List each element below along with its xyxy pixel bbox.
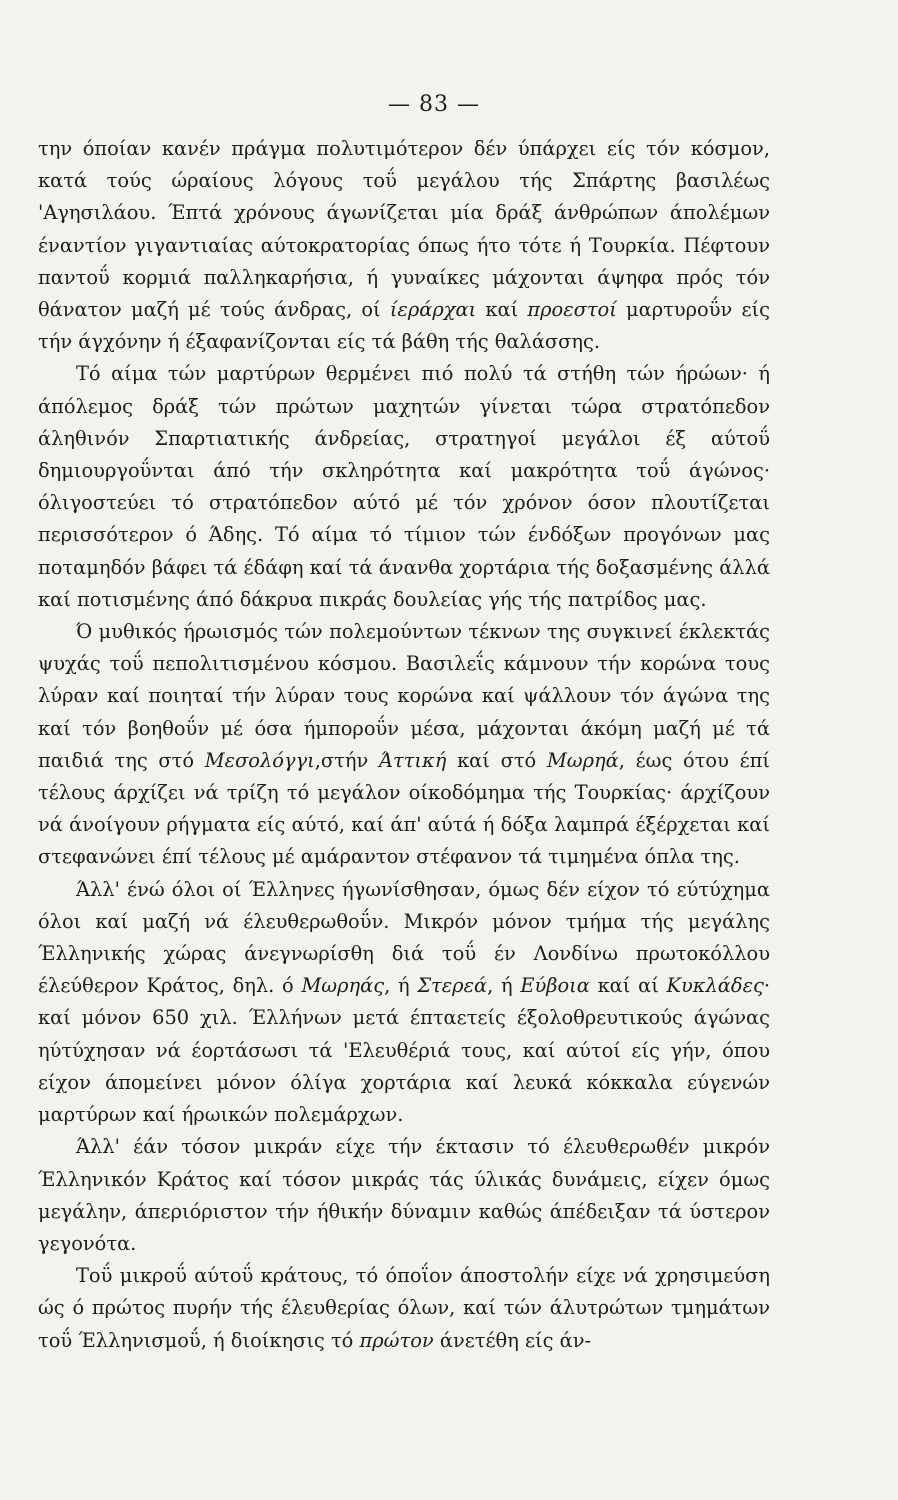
text-run: , έως ότου έπί τέλους άρχίζει νά τρίζη τό μεγάλον οίκοδόμημα τής Τουρκίας· άρχίζουν νά άνοίγουν ρήγματα είς αύτό, καί άπ' αύτά ή δόξα λαμπρά έξέρχεται καί στεφανώνει έπί τέλους μέ αμάραντον στέφανον τά τιμημένα όπλα της. — [38, 748, 770, 869]
paragraph — [38, 358, 770, 616]
paragraph — [38, 1260, 770, 1357]
paragraph — [38, 874, 770, 1132]
paragraph — [38, 1131, 770, 1260]
text-run: την όποίαν κανέν πράγμα πολυτιμότερον δέν ύπάρχει είς τόν κόσμον, κατά τούς ώραίους λόγους τοΰ μεγάλου τής Σπάρτης βασιλέως 'Αγησιλάου. Έπτά χρόνους άγωνίζεται μία δράξ άνθρώπων άπολέμων έναντίον γιγαντιαίας αύτοκρατορίας όπως ήτο τότε ή Τουρκία. Πέφτουν παντοΰ κορμιά παλληκαρήσια, ή γυναίκες μάχονται άψηφα πρός τόν θάνατον μαζή μέ τούς άνδρας, οί — [38, 137, 770, 322]
paragraph — [38, 616, 770, 874]
text-run: Άλλ' ένώ όλοι οί Έλληνες ήγωνίσθησαν, όμως δέν είχον τό εύτύχημα όλοι καί μαζή νά έλευθερωθοΰν. Μικρόν μόνον τμήμα τής μεγάλης Έλληνικής χώρας άνεγνωρίσθη διά τοΰ έν Λονδίνω πρωτοκόλλου έλεύθερον Κράτος, δηλ. ό — [38, 877, 770, 998]
paragraph — [38, 133, 770, 358]
italic-term: Στερεά — [417, 974, 488, 998]
text-run: · καί μόνον 650 χιλ. Έλλήνων μετά έπταετείς έξολοθρευτικούς άγώνας ηύτύχησαν νά έορτάσωσι τά 'Ελευθέριά τους, καί αύτοί είς γήν, όπου είχον άπομείνει μόνον όλίγα χορτάρια καί λευκά κόκκαλα εύγενών μαρτύρων καί ήρωικών πολεμάρχων. — [38, 974, 771, 1127]
text-run: , ή — [384, 974, 418, 998]
text-run: ,στήν — [314, 748, 379, 772]
italic-term: πρώτον — [359, 1328, 434, 1352]
italic-term: Μωρηά — [546, 748, 619, 772]
italic-term: Κυκλάδες — [666, 974, 764, 998]
text-run: καί αί — [589, 974, 667, 998]
italic-term: προεστοί — [527, 298, 617, 322]
italic-term: ίεράρχαι — [389, 298, 477, 322]
text-run: Άλλ' έάν τόσον μικράν είχε τήν έκτασιν τό έλευθερωθέν μικρόν Έλληνικόν Κράτος καί τόσον μικράς τάς ύλικάς δυνάμεις, είχεν όμως μεγάλην, άπεριόριστον τήν ήθικήν δύναμιν καθώς άπέδειξαν τά ύστερον γεγονότα. — [38, 1135, 770, 1255]
page-number: — 83 — — [388, 92, 480, 117]
italic-term: Μωρηάς — [301, 974, 385, 998]
text-run: άνετέθη είς άν- — [433, 1328, 592, 1352]
text-run: , ή — [487, 974, 521, 998]
body-text — [38, 133, 770, 1357]
italic-term: Εύβοια — [520, 974, 590, 998]
text-run: μαρτυροΰν είς τήν άγχόνην ή έξαφανίζονται είς τά βάθη τής θαλάσσης. — [38, 298, 770, 354]
text-run: καί — [476, 298, 528, 322]
text-run: Τό αίμα τών μαρτύρων θερμένει πιό πολύ τά στήθη τών ήρώων· ή άπόλεμος δράξ τών πρώτων μαχητών γίνεται τώρα στρατόπεδον άληθινόν Σπαρτιατικής άνδρείας, στρατηγοί μεγάλοι έξ αύτοΰ δημιουργοΰνται άπό τήν σκληρότητα καί μακρότητα τοΰ άγώνος· όλιγοστεύει τό στρατόπεδον αύτό μέ τόν χρόνον όσον πλουτίζεται περισσότερον ό Άδης. Τό αίμα τό τίμιον τών ένδόξων προγόνων μας ποταμηδόν βάφει τά έδάφη καί τά άνανθα χορτάρια τής δοξασμένης άλλά καί ποτισμένης άπό δάκρυα πικράς δουλείας γής τής πατρίδος μας. — [38, 362, 770, 611]
text-run: καί στό — [446, 748, 547, 772]
text-run: Τοΰ μικροΰ αύτοΰ κράτους, τό όποΐον άποστολήν είχε νά χρησιμεύση ώς ό πρώτος πυρήν τής έλευθερίας όλων, καί τών άλυτρώτων τμημάτων τοΰ Έλληνισμοΰ, ή διοίκησις τό — [38, 1264, 770, 1352]
italic-term: Άττική — [378, 748, 447, 772]
italic-term: Μεσολόγγι — [204, 748, 315, 772]
text-run: Ό μυθικός ήρωισμός τών πολεμούντων τέκνων της συγκινεί έκλεκτάς ψυχάς τοΰ πεπολιτισμένου κόσμου. Βασιλεΐς κάμνουν τήν κορώνα τους λύραν καί ποιηταί τήν λύραν τους κορώνα καί ψάλλουν τόν άγώνα της καί τόν βοηθοΰν μέ όσα ήμποροΰν μέσα, μάχονται άκόμη μαζή μέ τά παιδιά της στό — [38, 620, 770, 772]
